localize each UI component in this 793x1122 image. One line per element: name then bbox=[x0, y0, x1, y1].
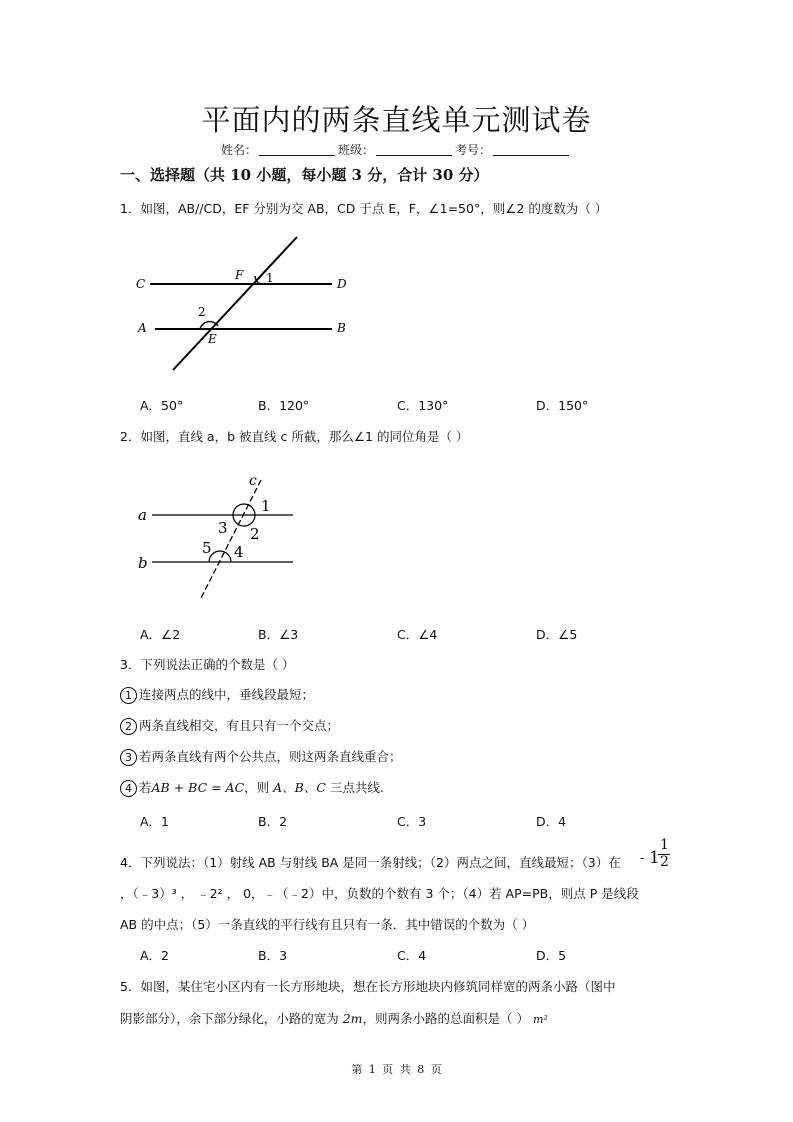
q3-stem: 3．下列说法正确的个数是（ ） bbox=[120, 657, 295, 672]
statement-text: 若两条直线有两个公共点，则这两条直线重合； bbox=[139, 749, 402, 764]
q4-line-2: ，（﹣3）³ ， ﹣2² ， 0，﹣（﹣2）中，负数的个数有 3 个；（4）若 AP=PB，则点 P 是线段 bbox=[120, 886, 639, 901]
circled-number: 2 bbox=[120, 718, 137, 735]
circled-number: 3 bbox=[120, 749, 137, 766]
area-unit: m² bbox=[533, 1013, 548, 1026]
circled-number: 1 bbox=[120, 687, 137, 704]
q2-option-d[interactable]: D．∠5 bbox=[536, 627, 578, 642]
q4-option-b[interactable]: B．3 bbox=[258, 948, 288, 963]
q4-option-d[interactable]: D．5 bbox=[536, 948, 567, 963]
q3-option-d[interactable]: D．4 bbox=[536, 814, 567, 829]
label-angle-3: 3 bbox=[218, 519, 228, 537]
label-b: B bbox=[337, 321, 346, 335]
label-angle-1: 1 bbox=[266, 271, 274, 285]
label-e: E bbox=[208, 332, 217, 346]
q5-text-pre: 阴影部分），余下部分绿化，小路的宽为 bbox=[120, 1011, 343, 1026]
q3-options bbox=[140, 812, 700, 828]
label-c: C bbox=[136, 277, 146, 291]
q5-line-2 bbox=[120, 1009, 548, 1027]
label-f: F bbox=[235, 268, 244, 282]
q4-mixed-fraction bbox=[640, 838, 680, 872]
fraction-whole: 1 bbox=[649, 848, 660, 868]
q2-option-a[interactable]: A．∠2 bbox=[140, 627, 181, 642]
page-title: 平面内的两条直线单元测试卷 bbox=[201, 103, 592, 137]
q3-option-c[interactable]: C．3 bbox=[397, 814, 427, 829]
q4-option-a[interactable]: A．2 bbox=[140, 948, 170, 963]
q3-statement-1 bbox=[120, 685, 314, 704]
transversal-ef bbox=[173, 237, 297, 370]
q3-statement-2 bbox=[120, 716, 339, 735]
label-angle-2: 2 bbox=[250, 525, 260, 543]
label-a: a bbox=[138, 506, 147, 524]
label-b: b bbox=[138, 554, 148, 572]
q4-options bbox=[140, 946, 700, 962]
label-angle-4: 4 bbox=[234, 543, 244, 561]
equation: AB + BC = AC bbox=[151, 780, 245, 795]
q1-options bbox=[140, 396, 700, 412]
q3-option-b[interactable]: B．2 bbox=[258, 814, 288, 829]
name-blank[interactable] bbox=[259, 144, 335, 156]
student-info-line bbox=[0, 141, 793, 158]
statement-post: 三点共线. bbox=[325, 780, 384, 795]
label-a: A bbox=[138, 321, 147, 335]
statement-text: 连接两点的线中，垂线段最短； bbox=[139, 687, 315, 702]
fraction-denominator: 2 bbox=[660, 854, 669, 870]
label-d: D bbox=[337, 277, 347, 291]
fraction-sign: - bbox=[640, 851, 645, 866]
q3-statement-4 bbox=[120, 778, 384, 797]
q5-line-1: 5．如图，某住宅小区内有一长方形地块，想在长方形地块内修筑同样宽的两条小路（图中 bbox=[120, 979, 616, 994]
label-c: c bbox=[249, 473, 257, 489]
class-label: 班级： bbox=[337, 143, 374, 157]
q2-options bbox=[140, 625, 700, 641]
point-names: A、B、C bbox=[273, 780, 326, 795]
id-label: 考号： bbox=[455, 143, 492, 157]
q1-figure bbox=[130, 232, 360, 377]
id-blank[interactable] bbox=[493, 144, 569, 156]
q4-line-3: AB 的中点；（5）一条直线的平行线有且只有一条．其中错误的个数为（ ） bbox=[120, 917, 535, 932]
q4-line-1: 4．下列说法：（1）射线 AB 与射线 BA 是同一条射线；（2）两点之间，直线最短；（3）在 bbox=[120, 855, 621, 870]
class-blank[interactable] bbox=[376, 144, 452, 156]
q2-stem: 2．如图，直线 a，b 被直线 c 所截，那么∠1 的同位角是（ ） bbox=[120, 429, 469, 444]
label-angle-1: 1 bbox=[261, 497, 271, 515]
q1-option-b[interactable]: B．120° bbox=[258, 398, 310, 413]
q2-figure bbox=[130, 472, 310, 604]
section-heading: 一、选择题（共 10 小题，每小题 3 分，合计 30 分） bbox=[120, 166, 489, 184]
statement-text: 两条直线相交，有且只有一个交点； bbox=[139, 718, 340, 733]
q5-text-post: ，则两条小路的总面积是（ ） bbox=[362, 1011, 530, 1026]
q3-statement-3 bbox=[120, 747, 402, 766]
q4-option-c[interactable]: C．4 bbox=[397, 948, 427, 963]
page-footer: 第 1 页 共 8 页 bbox=[351, 1063, 442, 1076]
circled-number: 4 bbox=[120, 780, 137, 797]
label-angle-2: 2 bbox=[198, 305, 206, 319]
q1-option-a[interactable]: A．50° bbox=[140, 398, 184, 413]
q1-option-c[interactable]: C．130° bbox=[397, 398, 449, 413]
statement-mid: ，则 bbox=[244, 780, 274, 795]
q3-option-a[interactable]: A．1 bbox=[140, 814, 170, 829]
q1-stem: 1．如图，AB//CD，EF 分别为交 AB，CD 于点 E，F，∠1=50°，则∠2 的度数为（ ） bbox=[120, 201, 608, 216]
q2-option-b[interactable]: B．∠3 bbox=[258, 627, 299, 642]
fraction-numerator: 1 bbox=[660, 837, 669, 853]
statement-pre: 若 bbox=[139, 780, 152, 795]
label-angle-5: 5 bbox=[202, 539, 212, 557]
q1-option-d[interactable]: D．150° bbox=[536, 398, 589, 413]
q2-option-c[interactable]: C．∠4 bbox=[397, 627, 438, 642]
name-label: 姓名： bbox=[220, 143, 257, 157]
path-width: 2m bbox=[342, 1011, 363, 1026]
